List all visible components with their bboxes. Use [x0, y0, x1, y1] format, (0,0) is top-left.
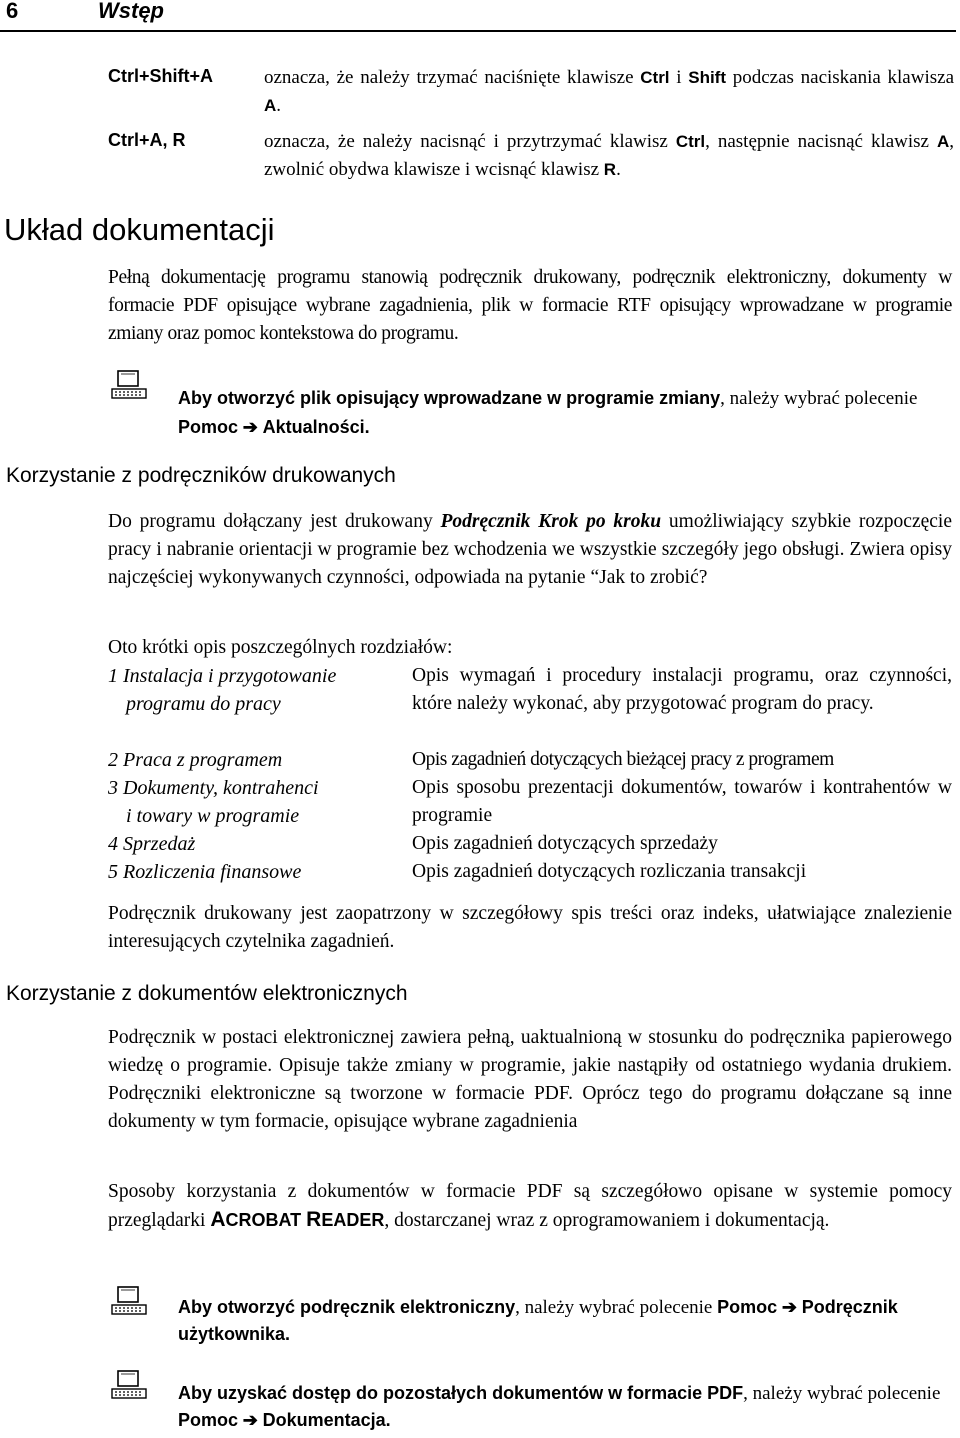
computer-icon	[110, 1370, 148, 1400]
note-access-pdf-documents: Aby uzyskać dostęp do pozostałych dokumentów w formacie PDF, należy wybrać polecenie Pomoc ➔ Dokumentacja.	[178, 1383, 941, 1430]
shortcut-definition-2: oznacza, że należy nacisnąć i przytrzymać klawisz Ctrl, następnie nacisnąć klawisz A, zwolnić obydwa klawisze i wcisnąć klawisz R.	[264, 131, 954, 180]
electronic-paragraph-1: Podręcznik w postaci elektronicznej zawiera pełną, uaktualnioną w stosunku do podręcznika papierowego wiedzę o programie. Opisuje także zmiany w programie, jakie nastąpiły od ostatniego wydania drukiem. Podręczniki elektroniczne są tworzone w formacie PDF. Oprócz tego do programu dołączane są inne dokumenty w tym formacie, opisujące wybrane zagadnienia	[108, 1027, 952, 1132]
computer-icon	[110, 370, 148, 400]
electronic-paragraph-2: Sposoby korzystania z dokumentów w formacie PDF są szczegółowo opisane w systemie pomocy przeglądarki ACROBAT READER, dostarczanej wraz z oprogramowaniem i dokumentacją.	[108, 1181, 952, 1231]
page-number: 6	[6, 0, 19, 23]
printed-closing-paragraph: Podręcznik drukowany jest zaopatrzony w szczegółowy spis treści oraz indeks, ułatwiające znalezienie interesujących czytelnika zagadnień.	[108, 903, 952, 952]
header-rule	[0, 30, 956, 32]
chapter-3-title: 3 Dokumenty, kontrahenci i towary w programie	[108, 777, 319, 827]
chapter-3-description: Opis sposobu prezentacji dokumentów, towarów i kontrahentów w programie	[412, 777, 952, 826]
note-open-changes-file: Aby otworzyć plik opisujący wprowadzane w programie zmiany, należy wybrać polecenie Pomoc ➔ Aktualności.	[178, 388, 918, 437]
chapter-1-description: Opis wymagań i procedury instalacji programu, oraz czynności, które należy wykonać, aby przygotować program do pracy.	[412, 665, 952, 714]
chapter-5-title: 5 Rozliczenia finansowe	[108, 861, 302, 883]
section-heading-layout: Układ dokumentacji	[4, 212, 275, 247]
chapter-5-description: Opis zagadnień dotyczących rozliczania transakcji	[412, 861, 807, 882]
arrow-right-icon: ➔	[242, 417, 258, 437]
printed-paragraph: Do programu dołączany jest drukowany Podręcznik Krok po kroku umożliwiający szybkie rozpoczęcie pracy i nabranie orientacji w programie bez wchodzenia we wszystkie szczegóły jego obsługi. Zwiera opisy najczęściej wykonywanych czynności, odpowiada na pytanie “Jak to zrobić?	[108, 511, 952, 588]
note-open-electronic-manual: Aby otworzyć podręcznik elektroniczny, należy wybrać polecenie Pomoc ➔ Podręcznik użytkownika.	[178, 1297, 898, 1344]
chapter-2-title: 2 Praca z programem	[108, 749, 283, 771]
chapter-1-title: 1 Instalacja i przygotowanie programu do pracy	[108, 665, 337, 715]
shortcut-key-ctrl-shift-a: Ctrl+Shift+A	[108, 66, 214, 86]
arrow-right-icon: ➔	[781, 1297, 797, 1317]
shortcut-key-ctrl-a-r: Ctrl+A, R	[108, 130, 186, 150]
chapter-4-description: Opis zagadnień dotyczących sprzedaży	[412, 833, 718, 854]
chapters-intro: Oto krótki opis poszczególnych rozdziałów:	[108, 637, 453, 658]
section-heading-electronic: Korzystanie z dokumentów elektronicznych	[6, 982, 408, 1005]
arrow-right-icon: ➔	[242, 1410, 258, 1430]
chapter-2-description: Opis zagadnień dotyczących bieżącej pracy z programem	[412, 749, 834, 770]
chapter-title: Wstęp	[98, 0, 164, 23]
section-heading-printed: Korzystanie z podręczników drukowanych	[6, 464, 396, 487]
chapter-4-title: 4 Sprzedaż	[108, 833, 196, 855]
layout-paragraph: Pełną dokumentację programu stanowią podręcznik drukowany, podręcznik elektroniczny, dokumenty w formacie PDF opisujące wybrane zagadnienia, plik w formacie RTF opisujący wprowadzane w programie zmiany oraz pomoc kontekstowa do programu.	[108, 267, 952, 344]
computer-icon	[110, 1286, 148, 1316]
shortcut-definition-1: oznacza, że należy trzymać naciśnięte klawisze Ctrl i Shift podczas naciskania klawisza A.	[264, 67, 954, 116]
